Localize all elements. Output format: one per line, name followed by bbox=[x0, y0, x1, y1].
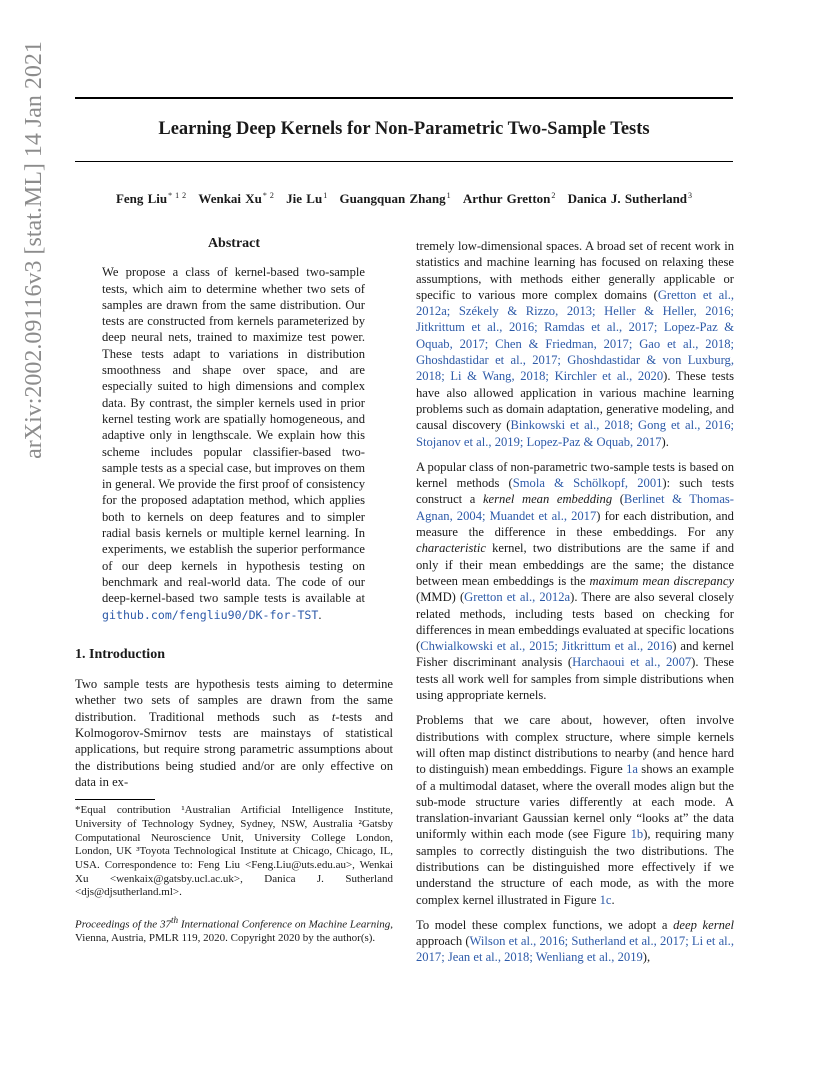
author: Arthur Gretton$^2$ bbox=[462, 191, 556, 206]
author: Guangquan Zhang$^1$ bbox=[339, 191, 451, 206]
left-column bbox=[75, 236, 393, 946]
citation-link[interactable]: Smola & Schölkopf, 2001 bbox=[512, 476, 663, 491]
affiliation-footnote: *Equal contribution ¹Australian Artificial Intelligence Institute, University of Technology Sydney, Sydney, NSW, Australia ²Gatsby Computational Neuroscience Unit, University College London, London, UK ³Toyota Technological Institute at Chicago, Chicago, IL, USA. Correspondence to: Feng Liu <Feng.Liu@uts.edu.au>, Wenkai Xu <wenkaix@gatsby.ucl.ac.uk>, Danica J. Sutherland <djs@djsutherland.ml>. bbox=[75, 804, 393, 899]
right-column bbox=[416, 238, 734, 975]
arxiv-identifier-stamp: arXiv:2002.09116v3 [stat.ML] 14 Jan 2021 bbox=[21, 41, 47, 459]
citation-link[interactable]: Harchaoui et al., 2007 bbox=[572, 655, 692, 670]
body-paragraph: tremely low-dimensional spaces. A broad set of recent work in statistics and machine learning has focused on relaxing these assumptions, with methods either generally applicable or specific to various more complex domains (Gretton et al., 2012a; Székely & Rizzo, 2013; Heller & Heller, 2016; Jitkrittum et al., 2016; Ramdas et al., 2017; Lopez-Paz & Oquab, 2017; Chen & Friedman, 2017; Gao et al., 2018; Ghoshdastidar et al., 2017; Ghoshdastidar & von Luxburg, 2018; Li & Wang, 2018; Kirchler et al., 2020). These tests have also allowed application in various machine learning problems such as domain adaptation, generative modeling, and causal discovery (Binkowski et al., 2018; Gong et al., 2016; Stojanov et al., 2019; Lopez-Paz & Oquab, 2017). bbox=[416, 239, 734, 449]
author-affiliation-marker: 1 bbox=[446, 191, 451, 200]
abstract-body: We propose a class of kernel-based two-sample tests, which aim to determine whether two sets of samples are drawn from the same distribution. Our tests are constructed from kernels parameterized by deep neural nets, trained to maximize test power. These tests adapt to variations in distribution smoothness and shape over space, and are especially suited to high dimensions and complex data. By contrast, the simpler kernels used in prior kernel testing work are spatially homogeneous, and adaptive only in lengthscale. We explain how this scheme includes popular classifier-based two-sample tests as a special case, but improves on them in general. We provide the first proof of consistency for the proposed adaptation method, which applies both to kernels on deep features and to simpler radial basis kernels or multiple kernel learning. In experiments, we establish the superior performance of our deep kernels in hypothesis testing on benchmark and real-world data. The code of our deep-kernel-based two sample tests is available at github.com/fengliu90/DK-for-TST. bbox=[102, 265, 365, 622]
body-paragraph: To model these complex functions, we adopt a deep kernel approach (Wilson et al., 2016; Sutherland et al., 2017; Li et al., 2017; Jean et al., 2018; Wenliang et al., 2019), bbox=[416, 917, 734, 965]
citation-link[interactable]: Berlinet & Thomas-Agnan, 2004; Muandet et al., 2017 bbox=[416, 492, 735, 523]
author: Wenkai Xu$^{* 2}$ bbox=[198, 191, 274, 206]
title-bottom-rule bbox=[75, 161, 733, 162]
citation-link[interactable]: Gretton et al., 2012a bbox=[464, 590, 571, 605]
title-top-rule bbox=[75, 97, 733, 99]
author-affiliation-marker: * 2 bbox=[262, 191, 274, 200]
proceedings-note: Proceedings of the 37th International Conference on Machine Learning, Vienna, Austria, PMLR 119, 2020. Copyright 2020 by the author(s). bbox=[75, 915, 393, 945]
author-affiliation-marker: * 1 2 bbox=[168, 191, 187, 200]
citation-link[interactable]: Gretton et al., 2012a; Székely & Rizzo, 2013; Heller & Heller, 2016; Jitkrittum et al., 2016; Ramdas et al., 2017; Lopez-Paz & Oquab, 2017; Chen & Friedman, 2017; Gao et al., 2018; Ghoshdastidar et al., 2017; Ghoshdastidar & von Luxburg, 2018; Li & Wang, 2018; Kirchler et al., 2020 bbox=[416, 287, 734, 384]
figure-reference-link[interactable]: 1b bbox=[630, 827, 644, 842]
paper-title: Learning Deep Kernels for Non-Parametric Two-Sample Tests bbox=[158, 119, 650, 139]
code-repository-link[interactable]: github.com/fengliu90/DK-for-TST bbox=[102, 607, 319, 622]
author: Jie Lu$^1$ bbox=[286, 191, 328, 206]
author-affiliation-marker: 1 bbox=[323, 191, 328, 200]
author: Danica J. Sutherland$^3$ bbox=[567, 191, 693, 206]
body-paragraph: Problems that we care about, however, often involve distributions with complex structure, where simple kernels will often map distinct distributions to nearby (and hence hard to distinguish) mean embeddings. Figure 1a shows an example of a multimodal dataset, where the overall modes align but the sub-mode structure varies differently at each mode. A translation-invariant Gaussian kernel only “looks at” the data uniformly within each mode (see Figure 1b), requiring many samples to correctly distinguish the two distributions. The distributions can be distinguished more effectively if we understand the structure of each mode, as with the more complex kernel illustrated in Figure 1c. bbox=[416, 713, 734, 907]
section-heading-introduction: 1. Introduction bbox=[75, 646, 165, 662]
citation-link[interactable]: Chwialkowski et al., 2015; Jitkrittum et al., 2016 bbox=[420, 639, 673, 654]
footnote-rule bbox=[75, 799, 155, 800]
citation-link[interactable]: Wilson et al., 2016; Sutherland et al., 2017; Li et al., 2017; Jean et al., 2018; Wenliang et al., 2019 bbox=[416, 934, 734, 965]
citation-link[interactable]: Binkowski et al., 2018; Gong et al., 2016; Stojanov et al., 2019; Lopez-Paz & Oquab, 2017 bbox=[416, 418, 734, 449]
body-paragraph: A popular class of non-parametric two-sample tests is based on kernel methods (Smola & Schölkopf, 2001): such tests construct a kernel mean embedding (Berlinet & Thomas-Agnan, 2004; Muandet et al., 2017) for each distribution, and measure the difference in these embeddings. For any characteristic kernel, two distributions are the same if and only if their mean embeddings are the same; the distance between mean embeddings is the maximum mean discrepancy (MMD) (Gretton et al., 2012a). There are also several closely related methods, including tests based on checking for differences in mean embeddings evaluated at specific locations (Chwialkowski et al., 2015; Jitkrittum et al., 2016) and kernel Fisher discriminant analysis (Harchaoui et al., 2007). These tests all work well for samples from simple distributions when using appropriate kernels. bbox=[416, 459, 735, 703]
figure-reference-link[interactable]: 1c bbox=[599, 892, 612, 907]
figure-reference-link[interactable]: 1a bbox=[626, 762, 638, 777]
abstract-heading: Abstract bbox=[207, 236, 261, 251]
author-list bbox=[75, 191, 733, 207]
intro-paragraph: Two sample tests are hypothesis tests aiming to determine whether two sets of samples are drawn from the same distribution. Traditional methods such as t-tests and Kolmogorov-Smirnov tests are mainstays of statistical applications, but require strong parametric assumptions about the distributions being studied and/or are only effective on data in ex- bbox=[75, 677, 394, 789]
author-affiliation-marker: 2 bbox=[551, 191, 556, 200]
author-affiliation-marker: 3 bbox=[688, 191, 693, 200]
author: Feng Liu$^{* 1 2}$ bbox=[115, 191, 187, 206]
